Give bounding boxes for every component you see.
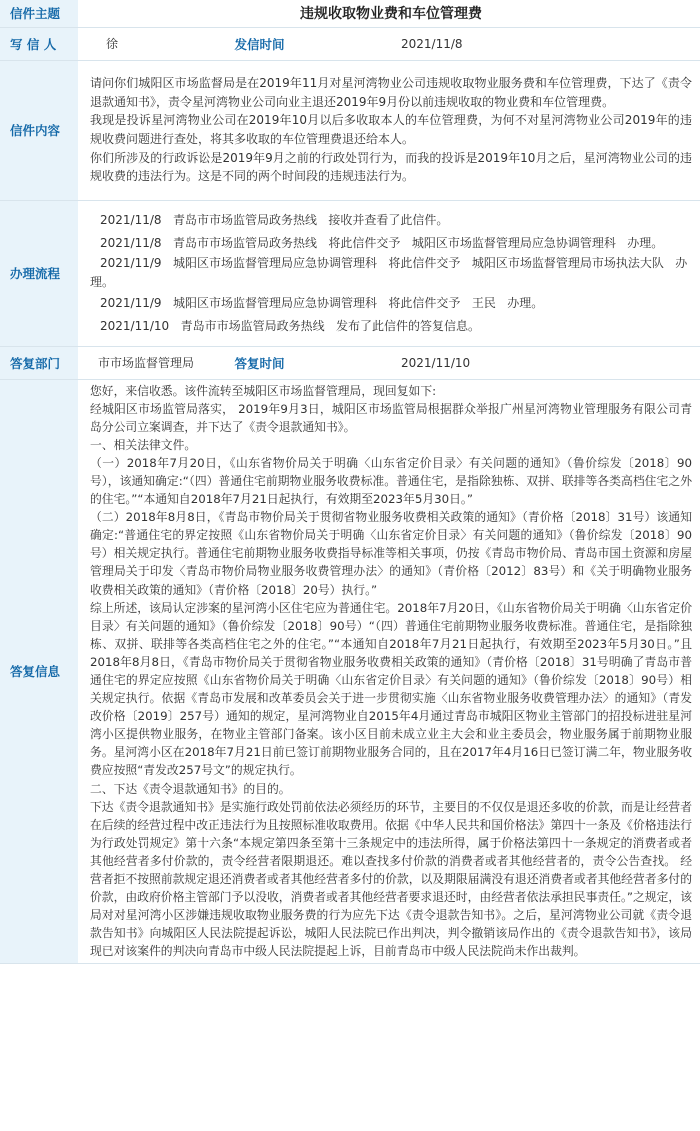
reply-paragraph: 一、相关法律文件。 [90,437,197,452]
writer-name: 徐 [78,27,234,60]
reply-content [78,379,700,963]
reply-dept-row [0,346,700,379]
reply-paragraph: 综上所述，该局认定涉案的星河湾小区住宅应为普通住宅。2018年7月20日，《山东省物价局关于明确〈山东省定价目录〉有关问题的通知》（鲁价综发〔2018〕90号）“（四）普通住宅前期物业服务收费标准。普通住宅，是指除独栋、双拼、联排等各类高档住宅之外的住宅。”“本通知自2018年7月21日起执行，有效期至2023年5月30日。”且2018年8月8日，《青岛市物价局关于贯彻省物业服务收费相关政策的通知》（青价格〔2018〕31号明确了青岛市普通住宅的界定应按照《山东省物价局关于明确〈山东省定价目录〉有关问题的通知》（鲁价综发〔2018〕90号）相关规定执行。依据《青岛市发展和改革委员会关于进一步贯彻实施〈山东省物业服务收费管理办法〉的通知》（青发改价格〔2019〕257号）通知的规定，星河湾物业自2015年4月通过青岛市城阳区物业主管部门的招投标进驻星河湾小区提供物业服务，在物业主管部门备案。该小区目前未成立业主大会和业主委员会，物业服务属于前期物业服务。星河湾小区在2018年7月21日前已签订前期物业服务合同的，且在2017年4月16日已签订满二年，物业服务收费应按照“青发改257号文”的规定执行。 [90,600,692,778]
letter-content-label: 信件内容 [0,60,78,200]
writer-label: 写 信 人 [0,27,78,60]
process-list [78,200,700,346]
reply-info-row [0,379,700,963]
process-step: 2021/11/9 城阳区市场监督管理局应急协调管理科 将此信件交予 城阳区市场监督管理局市场执法大队 办 [100,256,688,270]
send-time-label: 发信时间 [234,27,390,60]
letter-paragraph: 我现是投诉星河湾物业公司在2019年10月以后多收取本人的车位管理费，为何不对星河湾物业公司2019年的违规收费问题进行查处，将其多收取的车位管理费退还给本人。 [90,113,692,146]
reply-paragraph: 您好，来信收悉。该件流转至城阳区市场监督管理局，现回复如下: [90,383,437,398]
reply-time-value: 2021/11/10 [389,346,700,379]
reply-paragraph: 下达《责令退款通知书》是实施行政处罚前依法必须经历的环节，主要目的不仅仅是退还多收的价款，而是让经营者在后续的经营过程中改正违法行为且按照标准收取费用。依据《中华人民共和国价格法》第四十一条及《价格违法行为行政处罚规定》第十六条“本规定第四条至第十三条规定中的违法所得，属于价格法第四十一条规定的消费者或者其他经营者多付价款的，责令经营者限期退还。难以查找多付价款的消费者或者其他经营者的，责令公告查找。 经营者拒不按照前款规定退还消费者或者其他经营者多付的价款，以及期限届满没有退还消费者或者其他经营者多付的价款，由政府价格主管部门予以没收，消费者或者其他经营者要求退还时，由经营者依法承担民事责任。”之规定，该局对对星河湾小区涉嫌违规收取物业服务费的行为应先下达《责令退款告知书》。之后，星河湾物业公司就《责令退款告知书》向城阳区人民法院提起诉讼，城阳人民法院已作出判决，判令撤销该局作出的《责令退款告知书》，该局现已对该案件的判决向青岛市中级人民法院提起上诉，目前青岛市中级人民法院尚未作出裁判。 [90,799,692,959]
process-label: 办理流程 [0,200,78,346]
reply-info-label: 答复信息 [0,379,78,963]
subject-row [0,0,700,27]
process-step: 2021/11/10 青岛市市场监管局政务热线 发布了此信件的答复信息。 [100,318,481,333]
process-row [0,200,700,346]
process-step: 2021/11/9 城阳区市场监督管理局应急协调管理科 将此信件交予 王民 办理。 [100,296,544,310]
writer-row [0,27,700,60]
letter-content-row [0,60,700,200]
reply-paragraph: （一）2018年7月20日，《山东省物价局关于明确〈山东省定价目录〉有关问题的通知》（鲁价综发〔2018〕90号），该通知确定:“（四）普通住宅前期物业服务收费标准。普通住宅，是指除独栋、双拼、联排等各类高档住宅之外的住宅。”“本通知自2018年7月21日起执行，有效期至2023年5月30日。” [90,455,692,507]
subject-label: 信件主题 [0,0,78,27]
send-time-value: 2021/11/8 [389,27,700,60]
reply-paragraph: 二、下达《责令退款通知书》的目的。 [90,781,291,796]
letter-paragraph: 请问你们城阳区市场监督局是在2019年11月对星河湾物业公司违规收取物业服务费和车位管理费，下达了《责令退款通知书》，责令星河湾物业公司向业主退还2019年9月份以前违规收取的物业费和车位管理费。 [90,76,692,109]
process-step: 2021/11/8 青岛市市场监管局政务热线 将此信件交予 城阳区市场监督管理局应急协调管理科 办理。 [100,235,664,250]
process-step: 2021/11/8 青岛市市场监管局政务热线 接收并查看了此信件。 [100,213,449,227]
reply-paragraph: 经城阳区市场监管局落实， 2019年9月3日，城阳区市场监管局根据群众举报广州星河湾物业管理服务有限公司青岛分公司立案调查，并下达了《责令退款通知书》。 [90,401,692,434]
letter-content [78,60,700,200]
reply-paragraph: （二）2018年8月8日，《青岛市物价局关于贯彻省物业服务收费相关政策的通知》（青价格〔2018〕31号）该通知确定:“普通住宅的界定按照《山东省物价局关于明确〈山东省定价目录〉有关问题的通知》（鲁价综发〔2018〕90号）相关规定执行。普通住宅前期物业服务收费指导标准等相关事项，仍按《青岛市物价局、青岛市国土资源和房屋管理局关于印发〈青岛市物价局物业服务收费管理办法〉的通知》（青价格〔2012〕83号）和《关于明确物业服务收费相关政策的通知》（青价格〔2018〕20号）执行。” [90,510,692,597]
reply-time-label: 答复时间 [234,346,390,379]
process-step-continued: 理。 [90,275,115,289]
reply-dept-value: 市市场监督管理局 [78,346,234,379]
letter-paragraph: 你们所涉及的行政诉讼是2019年9月之前的行政处罚行为，而我的投诉是2019年10月之后，星河湾物业公司的违规收费的违法行为。这是不同的两个时间段的违规违法行为。 [90,150,692,184]
reply-dept-label: 答复部门 [0,346,78,379]
subject-title: 违规收取物业费和车位管理费 [78,0,700,27]
